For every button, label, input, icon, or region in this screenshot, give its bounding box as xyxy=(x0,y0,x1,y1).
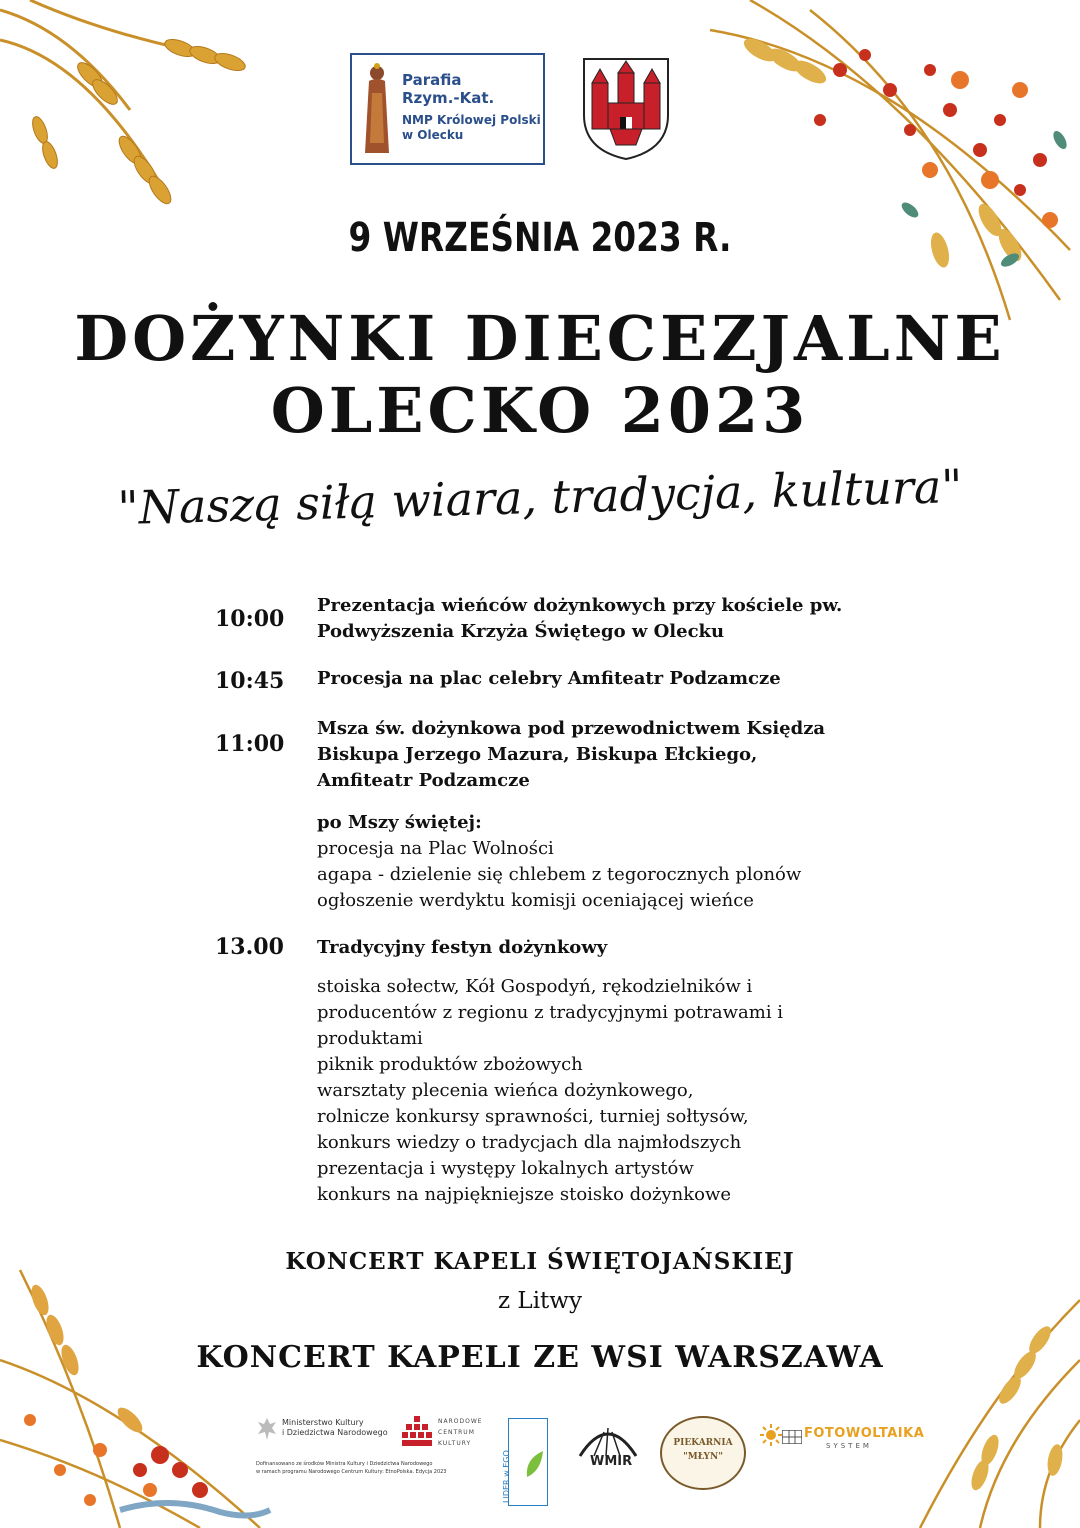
schedule-time: 11:00 xyxy=(215,731,285,757)
event-motto: "Naszą siłą wiara, tradycja, kultura" xyxy=(116,458,964,536)
parish-logo xyxy=(350,53,545,165)
sun-icon xyxy=(760,1424,782,1446)
parish-name: Parafia Rzym.-Kat. xyxy=(402,71,495,107)
nck-logo: NARODOWE CENTRUM KULTURY xyxy=(402,1416,492,1456)
schedule-description: Msza św. dożynkowa pod przewodnictwem Księdza Biskupa Jerzego Mazura, Biskupa Ełckiego, Amfiteatr Podzamcze xyxy=(317,718,826,791)
event-date: 9 WRZEŚNIA 2023 R. xyxy=(348,215,732,261)
wmir-fields-icon xyxy=(576,1418,640,1458)
olecko-crest-icon xyxy=(580,55,672,163)
piekarnia-logo: PIEKARNIA "MŁYN" xyxy=(660,1416,746,1490)
wmir-logo: WMIR xyxy=(576,1418,640,1480)
parish-subtitle: NMP Królowej Polski w Olecku xyxy=(402,113,541,142)
wheat-flowers-decoration-top-right xyxy=(690,0,1080,330)
event-title: DOŻYNKI DIECEZJALNE OLECKO 2023 xyxy=(74,302,1006,447)
schedule-time: 13.00 xyxy=(215,934,284,960)
eagle-icon xyxy=(256,1416,278,1442)
fotowoltaika-logo: FOTOWOLTAIKA SYSTEM xyxy=(760,1420,920,1460)
leaf-icon xyxy=(523,1449,545,1479)
nck-grid-icon xyxy=(402,1416,432,1446)
solar-panel-icon xyxy=(782,1430,802,1444)
schedule-description: Prezentacja wieńców dożynkowych przy kościele pw. Podwyższenia Krzyża Świętego w Olecku xyxy=(317,595,843,642)
festyn-list: stoiska sołectw, Kół Gospodyń, rękodzielników i producentów z regionu z tradycyjnymi potrawami i produktami piknik produktów zbożowych warsztaty plecenia wieńca dożynkowego, rolnicze konkursy sprawności, turniej sołtysów, konkurs wiedzy o tradycjach dla najmłodszych prezentacja i występy lokalnych artystów konkurs na najpiękniejsze stoisko dożynkowe xyxy=(317,976,784,1205)
schedule-time: 10:00 xyxy=(215,606,285,632)
after-mass-list: po Mszy świętej: procesja na Plac Wolności agapa - dzielenie się chlebem z tegorocznych plonów ogłoszenie werdyktu komisji oceniającej wieńce xyxy=(317,812,802,911)
schedule-description: Tradycyjny festyn dożynkowy xyxy=(317,937,608,958)
wheat-flowers-decoration-bottom-left xyxy=(0,1240,280,1528)
concert-1-subtitle: z Litwy xyxy=(498,1288,582,1314)
lider-logo: LIDER w EGO xyxy=(508,1418,548,1506)
schedule-time: 10:45 xyxy=(215,668,285,694)
schedule-description: Procesja na plac celebry Amfiteatr Podzamcze xyxy=(317,668,781,689)
funding-note: Dofinansowano ze środków Ministra Kultury i Dziedzictwa Narodowego w ramach programu Narodowego Centrum Kultury: EtnoPolska. Edycja 2023 xyxy=(256,1461,447,1475)
concert-1-title: KONCERT KAPELI ŚWIĘTOJAŃSKIEJ xyxy=(285,1248,795,1275)
statue-icon xyxy=(362,63,392,159)
wheat-decoration-top-left xyxy=(0,0,270,230)
concert-2-title: KONCERT KAPELI ZE WSI WARSZAWA xyxy=(196,1340,884,1375)
